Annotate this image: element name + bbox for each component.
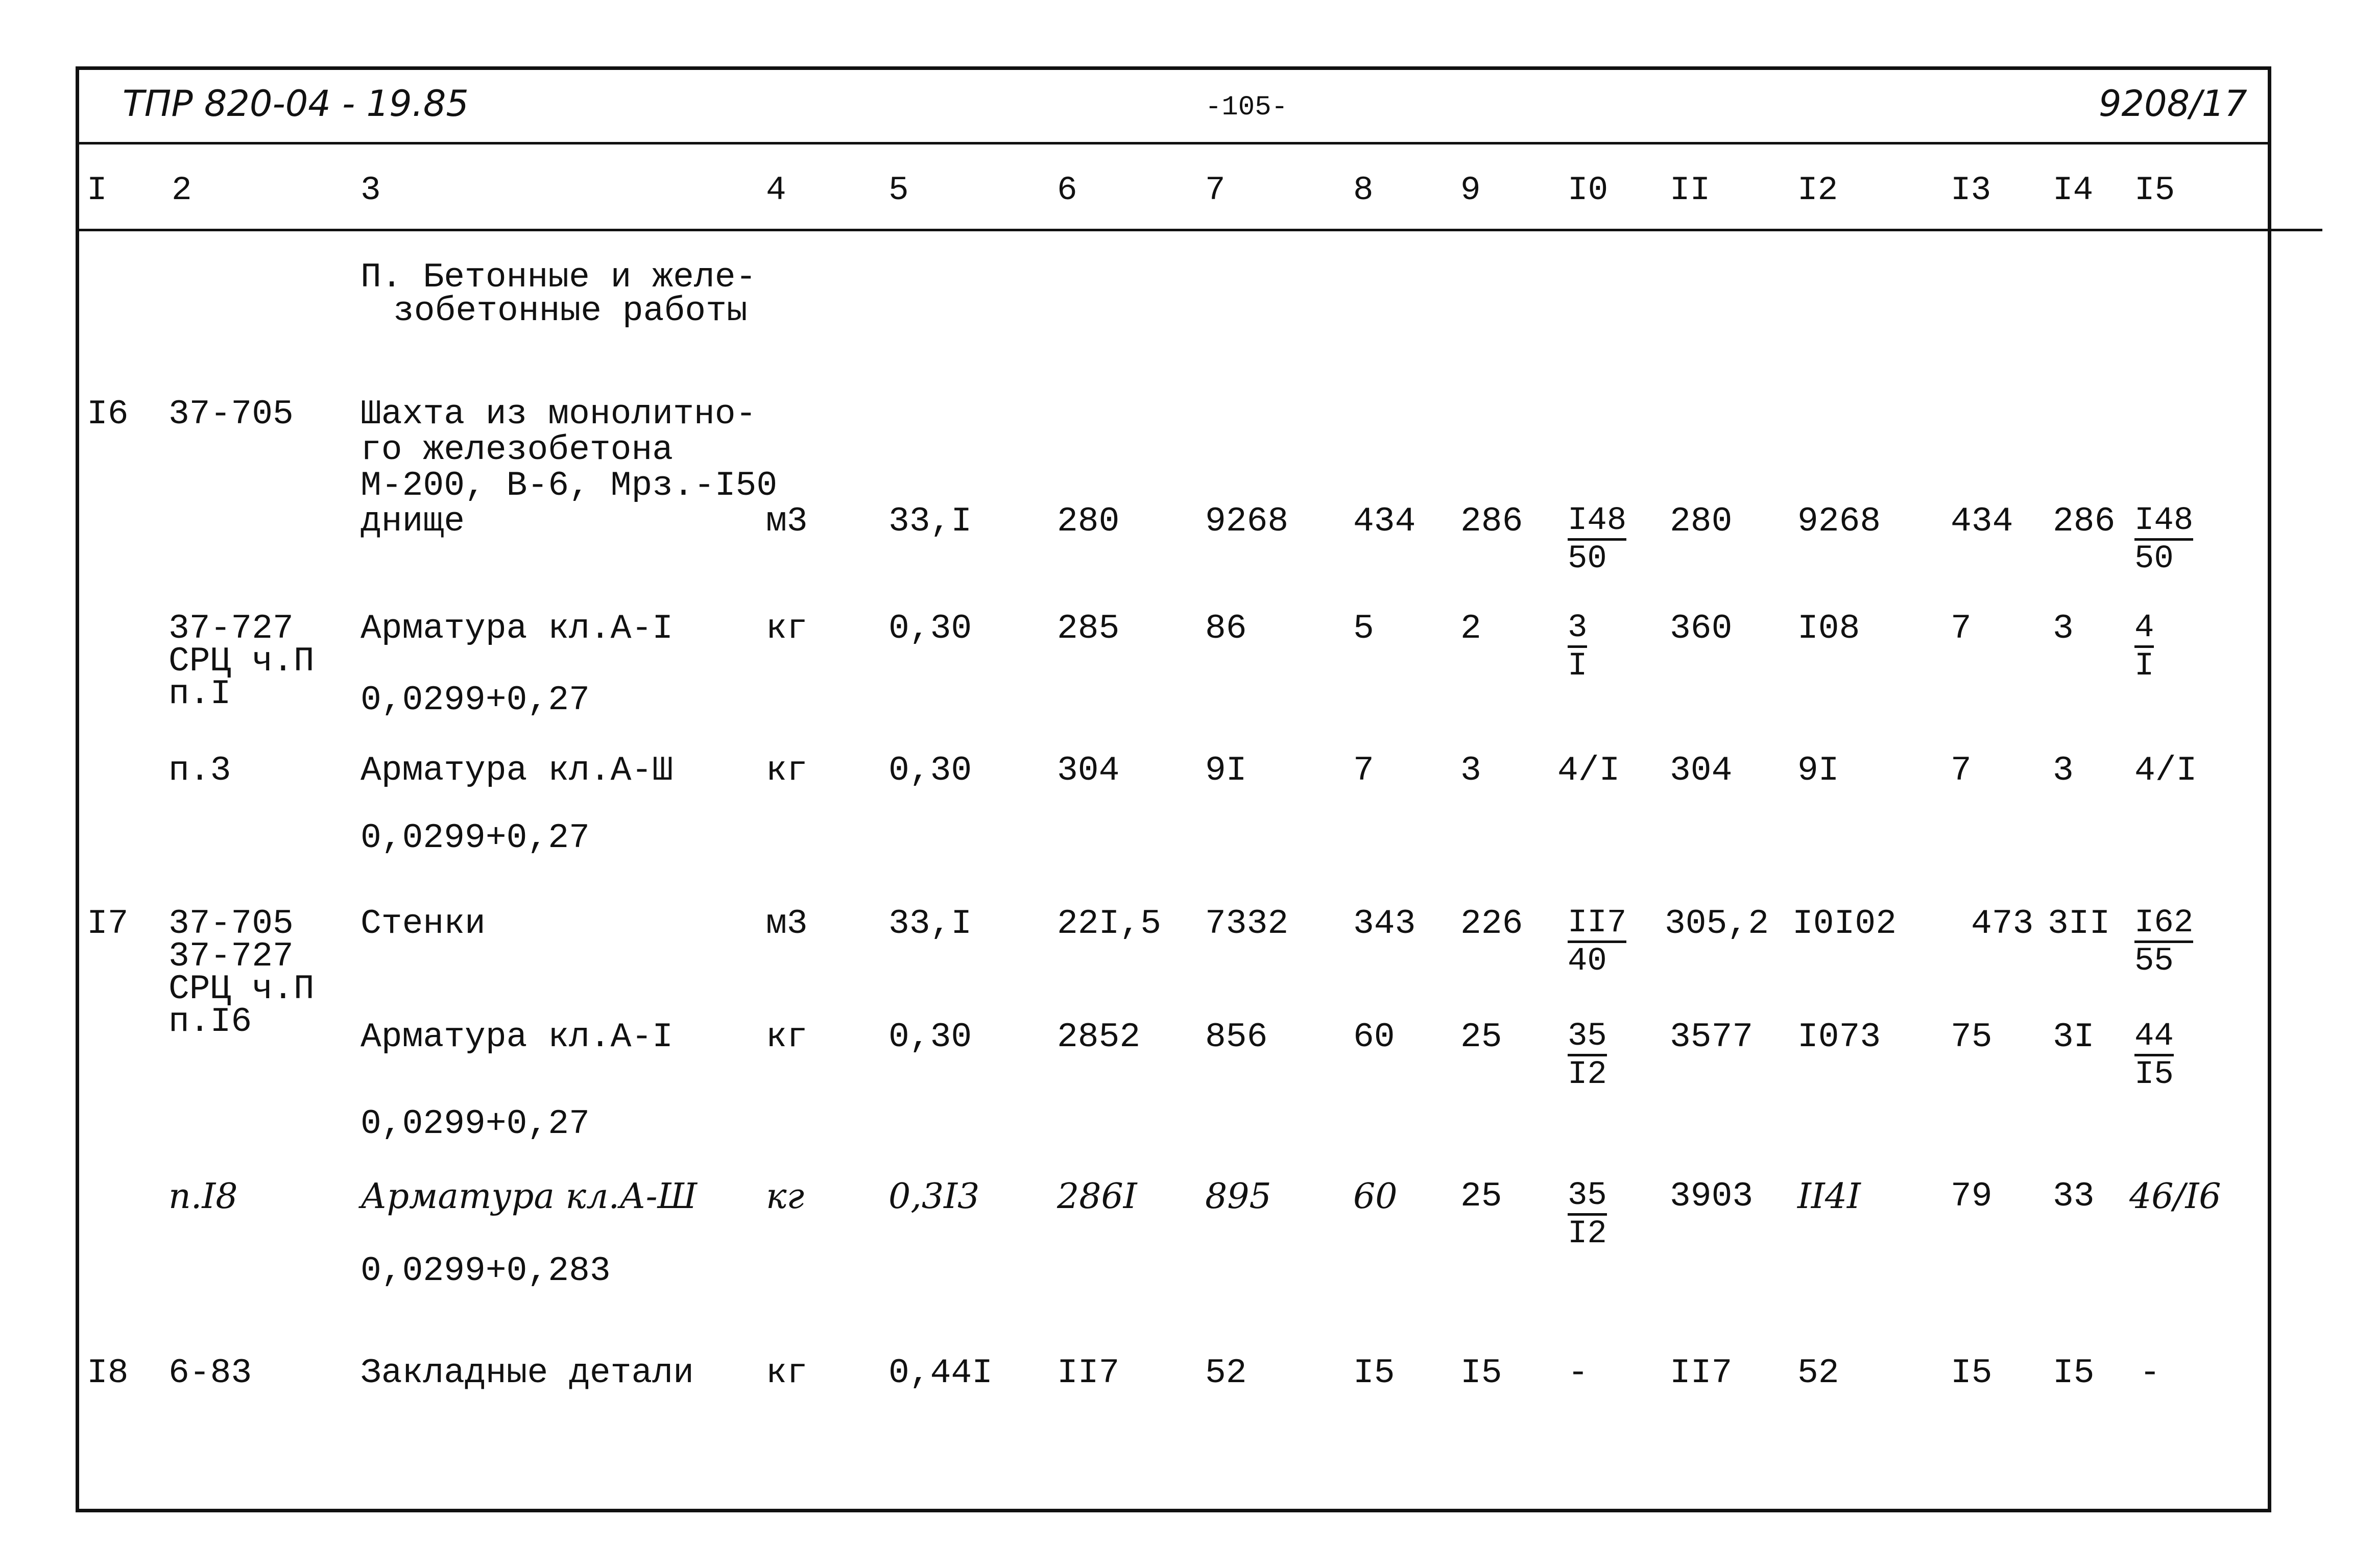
fraction-cell (2134, 907, 2193, 978)
cell: 3I (2053, 1018, 2095, 1057)
fraction-denominator: I (2134, 648, 2154, 685)
section-title-line-2: зобетонные работы (393, 292, 748, 331)
fraction-cell (1568, 1179, 1607, 1250)
cell: 473 (1971, 904, 2034, 944)
fraction-numerator: 35 (1568, 1179, 1607, 1216)
fraction-cell (2134, 1020, 2174, 1091)
cell: 33,I (889, 502, 972, 541)
norm-code: 37-705 (169, 904, 294, 944)
fraction-denominator: 50 (1568, 541, 1607, 577)
cell: 7 (1951, 751, 1972, 790)
col-header: I3 (1951, 171, 1991, 209)
cell: 3II (2048, 904, 2110, 944)
col-header: 4 (766, 171, 786, 209)
cell: 3577 (1670, 1018, 1754, 1057)
fraction-numerator: I48 (1568, 504, 1626, 541)
cell: 226 (1460, 904, 1523, 944)
fraction-cell (1568, 1020, 1607, 1091)
fraction-denominator: I5 (2134, 1056, 2174, 1093)
norm-code: СРЦ ч.П (169, 970, 315, 1009)
col-header: 2 (172, 171, 192, 209)
sheet-code: 9208/17 (2099, 83, 2247, 125)
cell: 25 (1460, 1018, 1502, 1057)
norm-code: п.3 (169, 751, 231, 790)
fraction-cell (1568, 612, 1587, 683)
cell: I073 (1797, 1018, 1881, 1057)
unit: кг (766, 609, 808, 648)
cell: 0,44I (889, 1354, 993, 1393)
unit: кг (766, 1018, 808, 1057)
unit: кг (766, 1176, 804, 1217)
cell: 52 (1205, 1354, 1247, 1393)
cell: 286 (1460, 502, 1523, 541)
cell: 5 (1353, 609, 1374, 648)
cell: 75 (1951, 1018, 1992, 1057)
cell: 434 (1353, 502, 1416, 541)
cell: 434 (1951, 502, 2013, 541)
cell: 3 (1460, 751, 1481, 790)
cell: II7 (1670, 1354, 1733, 1393)
formula: 0,0299+0,283 (361, 1251, 611, 1291)
col-header: 7 (1205, 171, 1226, 209)
cell: 360 (1670, 609, 1733, 648)
work-description: Арматура кл.А-Ш (361, 751, 674, 790)
cell: 25 (1460, 1177, 1502, 1216)
col-header: II (1670, 171, 1711, 209)
cell: 52 (1797, 1354, 1839, 1393)
work-description: Шахта из монолитно- (361, 395, 757, 434)
work-description: Стенки (361, 904, 486, 944)
col-header: I2 (1797, 171, 1838, 209)
fraction-cell (1568, 907, 1626, 978)
cell: 9I (1797, 751, 1839, 790)
work-description: го железобетона (361, 430, 674, 470)
fraction-cell (1568, 504, 1626, 575)
cell: 33 (2053, 1177, 2095, 1216)
work-description: днище (361, 502, 465, 541)
col-header: 9 (1460, 171, 1481, 209)
cell: 22I,5 (1057, 904, 1162, 944)
norm-code: п.I6 (169, 1002, 252, 1042)
col-header: 3 (361, 171, 381, 209)
unit: м3 (766, 502, 808, 541)
cell: 3903 (1670, 1177, 1754, 1216)
cell: 0,30 (889, 751, 972, 790)
cell: II4I (1797, 1176, 1861, 1217)
column-header-divider (76, 229, 2322, 231)
cell: 60 (1353, 1176, 1398, 1217)
fraction-numerator: 3 (1568, 612, 1587, 648)
cell: 280 (1057, 502, 1120, 541)
col-header: 8 (1353, 171, 1374, 209)
header-divider (76, 142, 2271, 144)
cell: - (2140, 1354, 2160, 1393)
formula: 0,0299+0,27 (361, 1104, 590, 1144)
col-header: I4 (2053, 171, 2094, 209)
col-header: I5 (2134, 171, 2175, 209)
cell: 79 (1951, 1177, 1992, 1216)
unit: кг (766, 1354, 808, 1393)
cell: 304 (1057, 751, 1120, 790)
fraction-denominator: I2 (1568, 1216, 1607, 1252)
cell: 280 (1670, 502, 1733, 541)
cell: 3 (2053, 751, 2074, 790)
cell: I08 (1797, 609, 1860, 648)
cell: 0,30 (889, 1018, 972, 1057)
cell: 0,3I3 (889, 1176, 980, 1217)
page-number: -105- (1205, 92, 1288, 123)
col-header: I (87, 171, 107, 209)
fraction-numerator: 4 (2134, 612, 2154, 648)
fraction-denominator: 55 (2134, 943, 2174, 980)
cell: I5 (1353, 1354, 1395, 1393)
cell: I5 (1460, 1354, 1502, 1393)
work-description: Арматура кл.А-Ш (361, 1176, 698, 1217)
cell: - (1568, 1354, 1589, 1393)
cell: I5 (2053, 1354, 2095, 1393)
cell: 9I (1205, 751, 1247, 790)
col-header: 5 (889, 171, 909, 209)
cell: 4/I (1557, 751, 1620, 790)
work-description: Арматура кл.А-I (361, 1018, 674, 1057)
unit: кг (766, 751, 808, 790)
fraction-numerator: II7 (1568, 907, 1626, 943)
cell: 60 (1353, 1018, 1395, 1057)
norm-code: п.I8 (169, 1176, 238, 1217)
document-code: ТПР 820-04 - 19.85 (123, 83, 469, 125)
cell: 7 (1951, 609, 1972, 648)
cell: I0I02 (1792, 904, 1897, 944)
norm-code: 37-727 (169, 609, 294, 648)
fraction-denominator: 40 (1568, 943, 1607, 980)
cell: 343 (1353, 904, 1416, 944)
cell: 9268 (1797, 502, 1881, 541)
norm-code: 6-83 (169, 1354, 252, 1393)
fraction-denominator: I2 (1568, 1056, 1607, 1093)
cell: 286I (1057, 1176, 1137, 1217)
cell: 0,30 (889, 609, 972, 648)
cell: 304 (1670, 751, 1733, 790)
row-number: I7 (87, 904, 129, 944)
row-number: I8 (87, 1354, 129, 1393)
fraction-numerator: I48 (2134, 504, 2193, 541)
fraction-numerator: 35 (1568, 1020, 1607, 1056)
cell: I5 (1951, 1354, 1992, 1393)
fraction-cell (2134, 504, 2193, 575)
work-description: М-200, В-6, Мрз.-I50 (361, 466, 778, 505)
cell: 9268 (1205, 502, 1289, 541)
cell: 895 (1205, 1176, 1271, 1217)
cell: 856 (1205, 1018, 1268, 1057)
cell: 285 (1057, 609, 1120, 648)
cell: 86 (1205, 609, 1247, 648)
cell: 305,2 (1665, 904, 1769, 944)
fraction-numerator: 44 (2134, 1020, 2174, 1056)
cell: 46/I6 (2129, 1176, 2221, 1217)
cell: 4/I (2134, 751, 2197, 790)
col-header: 6 (1057, 171, 1077, 209)
cell: 3 (2053, 609, 2074, 648)
col-header: I0 (1568, 171, 1608, 209)
norm-code: 37-727 (169, 937, 294, 976)
work-description: Закладные детали (361, 1354, 694, 1393)
cell: 2852 (1057, 1018, 1141, 1057)
cell: 33,I (889, 904, 972, 944)
unit: м3 (766, 904, 808, 944)
norm-code: 37-705 (169, 395, 294, 434)
cell: 2 (1460, 609, 1481, 648)
row-number: I6 (87, 395, 129, 434)
fraction-denominator: 50 (2134, 541, 2174, 577)
cell: 7332 (1205, 904, 1289, 944)
cell: II7 (1057, 1354, 1120, 1393)
fraction-cell (2134, 612, 2154, 683)
work-description: Арматура кл.А-I (361, 609, 674, 648)
cell: 7 (1353, 751, 1374, 790)
formula: 0,0299+0,27 (361, 681, 590, 720)
formula: 0,0299+0,27 (361, 818, 590, 858)
norm-code: СРЦ ч.П (169, 642, 315, 681)
fraction-numerator: I62 (2134, 907, 2193, 943)
section-title-line-1: П. Бетонные и желе- (361, 258, 757, 297)
cell: 286 (2053, 502, 2116, 541)
fraction-denominator: I (1568, 648, 1588, 685)
norm-code: п.I (169, 674, 231, 714)
